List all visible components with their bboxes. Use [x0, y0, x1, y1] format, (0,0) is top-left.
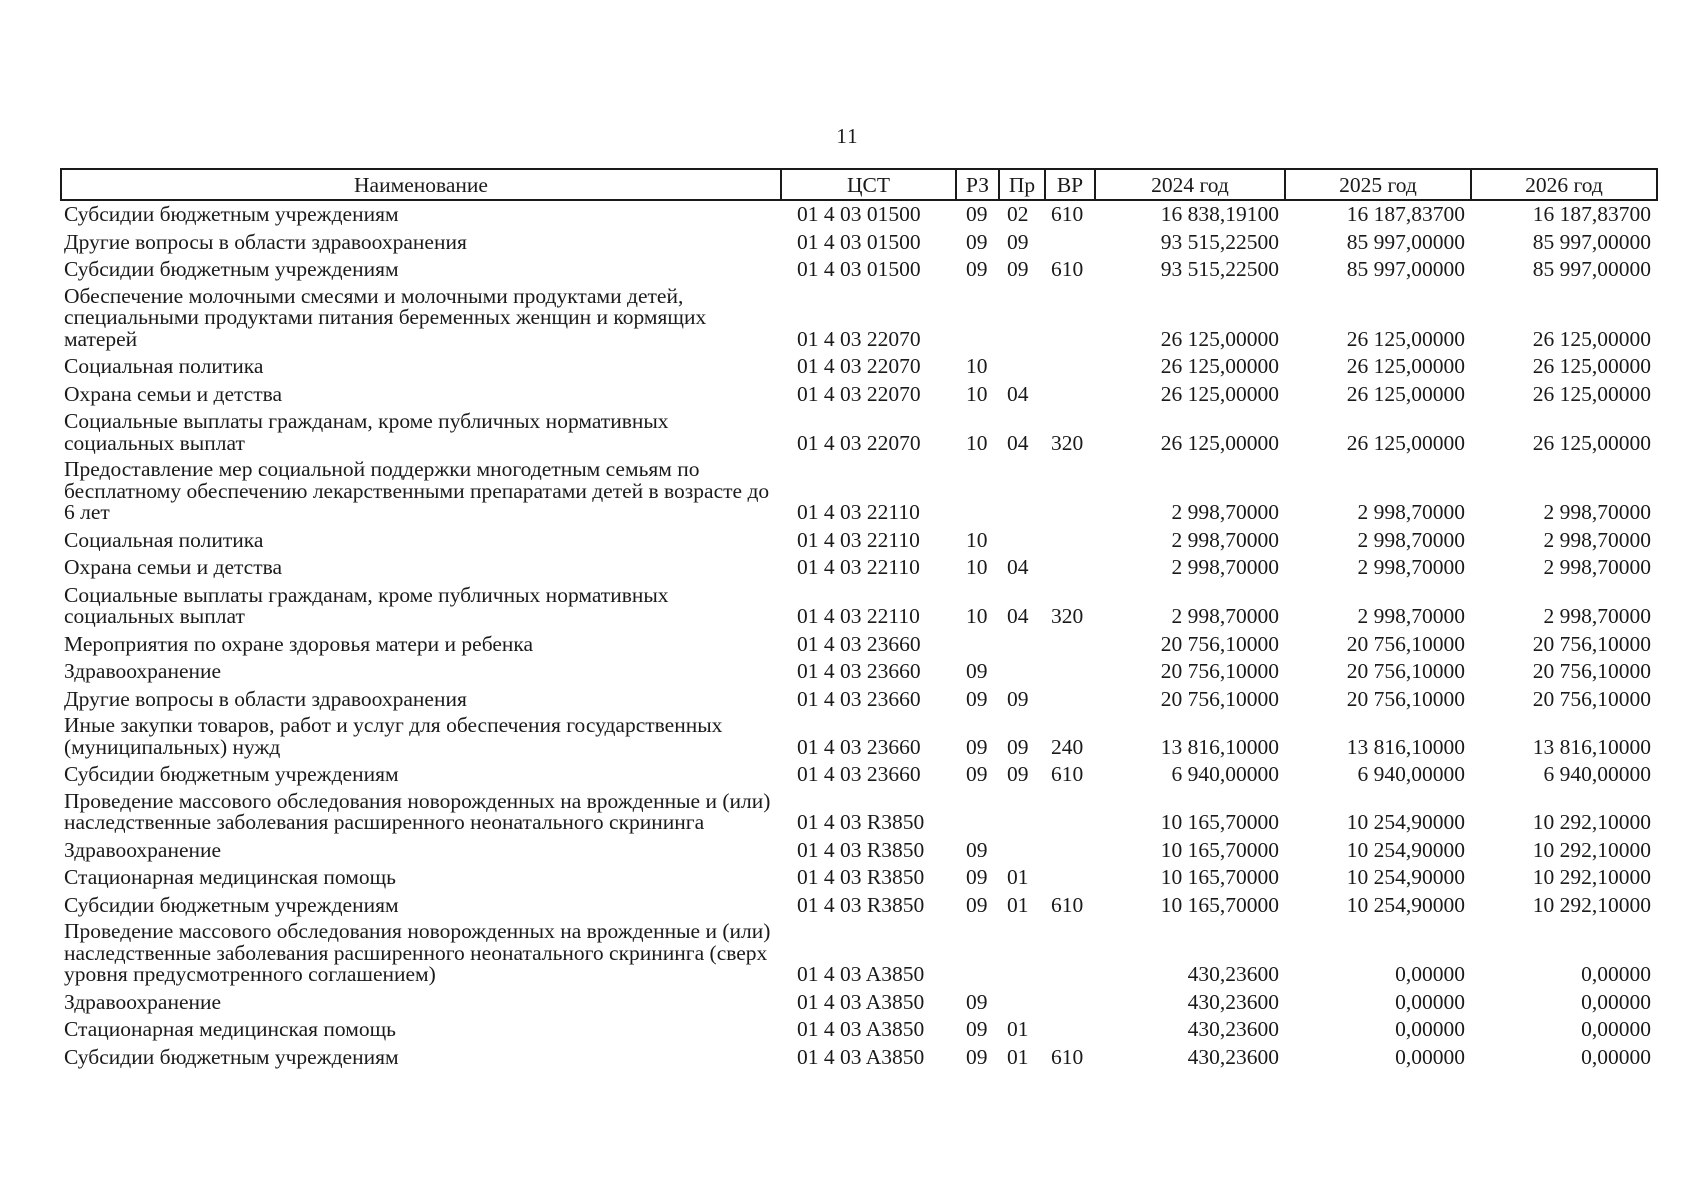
cell-vr	[1045, 381, 1095, 409]
cell-2024: 2 998,70000	[1171, 555, 1279, 579]
cell-vr: 320	[1051, 604, 1084, 628]
cell-2025: 26 125,00000	[1346, 326, 1465, 351]
cell-2024: 6 940,00000	[1171, 762, 1279, 786]
cell-2024: 26 125,00000	[1160, 381, 1279, 406]
cell-name: Обеспечение молочными смесями и молочными продуктами детей, специальными продуктами питания беременных женщин и кормящих матерей	[64, 283, 707, 351]
cell-2026: 0,00000	[1581, 1017, 1651, 1041]
cell-2025: 2 998,70000	[1357, 500, 1465, 524]
table-row	[61, 713, 1657, 761]
cell-pr: 09	[1007, 686, 1029, 711]
cell-2024: 430,23600	[1187, 989, 1279, 1014]
cell-2025: 0,00000	[1395, 989, 1465, 1014]
cell-rz: 10	[966, 555, 988, 579]
cell-vr	[1045, 789, 1095, 837]
cell-2024: 10 165,70000	[1160, 892, 1279, 917]
table-row	[61, 527, 1657, 555]
cell-cst: 01 4 03 23660	[797, 762, 921, 786]
cell-name: Другие вопросы в области здравоохранения	[64, 229, 467, 254]
cell-name: Социальная политика	[64, 527, 264, 552]
table-row	[61, 864, 1657, 892]
cell-name: Субсидии бюджетным учреждениям	[64, 892, 399, 917]
cell-name: Социальные выплаты гражданам, кроме публичных нормативных социальных выплат	[64, 409, 669, 455]
cell-2026: 20 756,10000	[1532, 686, 1651, 711]
cell-pr	[999, 658, 1045, 686]
cell-pr: 02	[1007, 202, 1029, 226]
cell-vr: 320	[1051, 430, 1084, 455]
cell-pr: 04	[1007, 555, 1029, 579]
cell-vr	[1045, 554, 1095, 582]
cell-name: Здравоохранение	[64, 659, 222, 683]
table-header	[61, 169, 1657, 200]
cell-cst: 01 4 03 R3850	[797, 865, 925, 889]
cell-cst: 01 4 03 23660	[797, 659, 921, 683]
cell-2024: 20 756,10000	[1160, 659, 1279, 683]
cell-2024: 13 816,10000	[1160, 734, 1279, 759]
cell-pr: 09	[1007, 229, 1029, 254]
header-cst: ЦСТ	[781, 169, 956, 200]
cell-pr	[999, 353, 1045, 381]
cell-2026: 0,00000	[1581, 989, 1651, 1014]
table-row	[61, 457, 1657, 527]
page-number: 11	[836, 124, 859, 148]
cell-2024: 26 125,00000	[1160, 354, 1279, 378]
cell-pr: 04	[1007, 381, 1029, 406]
table-row	[61, 229, 1657, 257]
table-row	[61, 631, 1657, 659]
cell-vr	[1045, 353, 1095, 381]
table-row	[61, 892, 1657, 920]
cell-vr	[1045, 229, 1095, 257]
table-row	[61, 582, 1657, 631]
cell-2026: 26 125,00000	[1532, 354, 1651, 378]
cell-2024: 26 125,00000	[1160, 326, 1279, 351]
cell-2025: 20 756,10000	[1346, 631, 1465, 656]
cell-vr: 610	[1051, 892, 1084, 917]
cell-vr: 240	[1051, 734, 1084, 759]
table-row	[61, 686, 1657, 714]
cell-rz: 09	[966, 659, 988, 683]
cell-2026: 10 292,10000	[1532, 865, 1651, 889]
cell-name: Стационарная медицинская помощь	[64, 865, 396, 889]
cell-name: Предоставление мер социальной поддержки многодетным семьям по бесплатному обеспечению лекарственными препаратами детей в возрасте до 6 лет	[64, 457, 770, 524]
cell-name: Другие вопросы в области здравоохранения	[64, 686, 467, 711]
cell-rz	[956, 284, 999, 354]
cell-2026: 85 997,00000	[1532, 257, 1651, 281]
table-row	[61, 761, 1657, 789]
cell-rz	[956, 919, 999, 989]
cell-cst: 01 4 03 01500	[797, 257, 921, 281]
cell-2025: 10 254,90000	[1346, 837, 1465, 862]
table-row	[61, 381, 1657, 409]
cell-2026: 0,00000	[1581, 962, 1651, 986]
cell-rz: 09	[966, 257, 988, 281]
table-row	[61, 353, 1657, 381]
table-row	[61, 284, 1657, 354]
cell-rz: 09	[966, 865, 988, 889]
cell-pr	[999, 527, 1045, 555]
budget-table	[60, 168, 1658, 1071]
cell-rz: 09	[966, 762, 988, 786]
cell-2026: 16 187,83700	[1532, 202, 1651, 226]
cell-2024: 26 125,00000	[1160, 430, 1279, 455]
cell-name: Субсидии бюджетным учреждениям	[64, 762, 399, 786]
cell-vr	[1045, 919, 1095, 989]
cell-name: Субсидии бюджетным учреждениям	[64, 257, 399, 281]
cell-2026: 10 292,10000	[1532, 810, 1651, 834]
cell-name: Охрана семьи и детства	[64, 381, 283, 406]
cell-pr: 01	[1007, 865, 1029, 889]
cell-name: Проведение массового обследования новорожденных на врожденные и (или) наследственные заболевания расширенного неонатального скрининга	[64, 788, 771, 834]
header-2026: 2026 год	[1471, 169, 1657, 200]
cell-vr	[1045, 457, 1095, 527]
cell-2024: 2 998,70000	[1171, 500, 1279, 524]
cell-2024: 20 756,10000	[1160, 631, 1279, 656]
cell-2025: 13 816,10000	[1346, 734, 1465, 759]
table-row	[61, 989, 1657, 1017]
cell-vr	[1045, 1016, 1095, 1044]
cell-2024: 93 515,22500	[1160, 229, 1279, 254]
cell-cst: 01 4 03 23660	[797, 734, 921, 759]
cell-vr: 610	[1051, 257, 1084, 281]
cell-rz	[956, 631, 999, 659]
cell-pr: 01	[1007, 892, 1029, 917]
cell-rz: 09	[966, 837, 988, 862]
cell-2025: 10 254,90000	[1346, 810, 1465, 834]
cell-2026: 2 998,70000	[1543, 527, 1651, 552]
table-row	[61, 658, 1657, 686]
cell-2025: 20 756,10000	[1346, 686, 1465, 711]
cell-rz: 09	[966, 892, 988, 917]
cell-rz: 09	[966, 1044, 988, 1069]
cell-vr	[1045, 686, 1095, 714]
cell-rz	[956, 457, 999, 527]
cell-2025: 20 756,10000	[1346, 659, 1465, 683]
cell-vr	[1045, 527, 1095, 555]
cell-2026: 20 756,10000	[1532, 659, 1651, 683]
cell-rz: 09	[966, 202, 988, 226]
cell-cst: 01 4 03 22070	[797, 326, 921, 351]
header-2024: 2024 год	[1095, 169, 1285, 200]
cell-name: Субсидии бюджетным учреждениям	[64, 1044, 399, 1069]
cell-name: Проведение массового обследования новорожденных на врожденные и (или) наследственные заболевания расширенного неонатального скрининга (сверх уровня предусмотренного соглашением)	[64, 919, 771, 986]
cell-cst: 01 4 03 22110	[797, 527, 920, 552]
cell-2025: 2 998,70000	[1357, 604, 1465, 628]
table-row	[61, 200, 1657, 229]
cell-cst: 01 4 03 01500	[797, 202, 921, 226]
cell-rz	[956, 789, 999, 837]
cell-name: Стационарная медицинская помощь	[64, 1017, 396, 1041]
cell-rz: 10	[966, 430, 988, 455]
cell-pr	[999, 919, 1045, 989]
table-body	[61, 200, 1657, 1071]
cell-2025: 10 254,90000	[1346, 892, 1465, 917]
cell-vr	[1045, 284, 1095, 354]
cell-2024: 430,23600	[1187, 962, 1279, 986]
table-row	[61, 789, 1657, 837]
cell-2024: 2 998,70000	[1171, 604, 1279, 628]
cell-vr	[1045, 631, 1095, 659]
table-row	[61, 1044, 1657, 1072]
cell-2024: 430,23600	[1187, 1044, 1279, 1069]
cell-cst: 01 4 03 23660	[797, 631, 921, 656]
cell-pr	[999, 989, 1045, 1017]
cell-2026: 2 998,70000	[1543, 604, 1651, 628]
cell-name: Мероприятия по охране здоровья матери и ребенка	[64, 631, 534, 656]
cell-pr	[999, 284, 1045, 354]
cell-cst: 01 4 03 22070	[797, 381, 921, 406]
cell-2024: 2 998,70000	[1171, 527, 1279, 552]
cell-2024: 10 165,70000	[1160, 810, 1279, 834]
table-row	[61, 1016, 1657, 1044]
cell-2025: 0,00000	[1395, 1044, 1465, 1069]
header-rz: РЗ	[956, 169, 999, 200]
cell-cst: 01 4 03 22070	[797, 354, 921, 378]
cell-2025: 6 940,00000	[1357, 762, 1465, 786]
cell-rz: 10	[966, 354, 988, 378]
cell-cst: 01 4 03 22110	[797, 555, 920, 579]
cell-pr	[999, 457, 1045, 527]
table-row	[61, 256, 1657, 284]
cell-rz: 10	[966, 604, 988, 628]
cell-2025: 2 998,70000	[1357, 555, 1465, 579]
cell-name: Охрана семьи и детства	[64, 555, 283, 579]
cell-pr: 09	[1007, 734, 1029, 759]
cell-name: Здравоохранение	[64, 989, 222, 1014]
cell-rz: 09	[966, 229, 988, 254]
cell-cst: 01 4 03 23660	[797, 686, 921, 711]
table-row	[61, 837, 1657, 865]
cell-cst: 01 4 03 R3850	[797, 837, 925, 862]
header-row	[61, 169, 1657, 200]
cell-pr	[999, 837, 1045, 865]
cell-2026: 2 998,70000	[1543, 500, 1651, 524]
cell-cst: 01 4 03 A3850	[797, 989, 925, 1014]
cell-vr	[1045, 658, 1095, 686]
cell-2026: 20 756,10000	[1532, 631, 1651, 656]
cell-pr: 04	[1007, 604, 1029, 628]
cell-vr	[1045, 989, 1095, 1017]
cell-name: Здравоохранение	[64, 837, 222, 862]
cell-rz: 09	[966, 686, 988, 711]
header-name: Наименование	[61, 169, 781, 200]
cell-vr: 610	[1051, 762, 1084, 786]
header-2025: 2025 год	[1285, 169, 1471, 200]
cell-vr: 610	[1051, 202, 1084, 226]
cell-pr	[999, 789, 1045, 837]
cell-2024: 93 515,22500	[1160, 257, 1279, 281]
cell-2026: 26 125,00000	[1532, 381, 1651, 406]
cell-2025: 26 125,00000	[1346, 381, 1465, 406]
cell-cst: 01 4 03 R3850	[797, 892, 925, 917]
cell-2024: 16 838,19100	[1160, 202, 1279, 226]
cell-rz: 09	[966, 734, 988, 759]
cell-vr	[1045, 864, 1095, 892]
cell-2026: 13 816,10000	[1532, 734, 1651, 759]
cell-2025: 26 125,00000	[1346, 354, 1465, 378]
cell-rz: 10	[966, 381, 988, 406]
cell-rz: 09	[966, 989, 988, 1014]
cell-2026: 0,00000	[1581, 1044, 1651, 1069]
cell-2026: 10 292,10000	[1532, 892, 1651, 917]
header-vr: ВР	[1045, 169, 1095, 200]
cell-2024: 10 165,70000	[1160, 837, 1279, 862]
cell-rz: 10	[966, 527, 988, 552]
cell-2025: 85 997,00000	[1346, 229, 1465, 254]
cell-name: Субсидии бюджетным учреждениям	[64, 202, 399, 226]
cell-pr	[999, 631, 1045, 659]
cell-pr: 04	[1007, 430, 1029, 455]
cell-pr: 01	[1007, 1017, 1029, 1041]
cell-2025: 10 254,90000	[1346, 865, 1465, 889]
cell-2026: 6 940,00000	[1543, 762, 1651, 786]
cell-2024: 10 165,70000	[1160, 865, 1279, 889]
cell-rz: 09	[966, 1017, 988, 1041]
table-row	[61, 554, 1657, 582]
cell-pr: 09	[1007, 762, 1029, 786]
cell-vr: 610	[1051, 1044, 1084, 1069]
cell-2026: 85 997,00000	[1532, 229, 1651, 254]
cell-2025: 85 997,00000	[1346, 257, 1465, 281]
cell-2026: 26 125,00000	[1532, 430, 1651, 455]
cell-cst: 01 4 03 A3850	[797, 1044, 925, 1069]
cell-2025: 0,00000	[1395, 962, 1465, 986]
table-row	[61, 408, 1657, 457]
cell-cst: 01 4 03 R3850	[797, 810, 925, 834]
cell-name: Социальные выплаты гражданам, кроме публичных нормативных социальных выплат	[64, 582, 669, 628]
cell-cst: 01 4 03 01500	[797, 229, 921, 254]
cell-pr: 09	[1007, 257, 1029, 281]
header-pr: Пр	[999, 169, 1045, 200]
table-row	[61, 919, 1657, 989]
cell-cst: 01 4 03 A3850	[797, 962, 925, 986]
cell-2026: 10 292,10000	[1532, 837, 1651, 862]
cell-pr: 01	[1007, 1044, 1029, 1069]
cell-2026: 2 998,70000	[1543, 555, 1651, 579]
cell-2026: 26 125,00000	[1532, 326, 1651, 351]
cell-2025: 2 998,70000	[1357, 527, 1465, 552]
cell-cst: 01 4 03 A3850	[797, 1017, 925, 1041]
cell-cst: 01 4 03 22070	[797, 430, 921, 455]
cell-name: Социальная политика	[64, 354, 264, 378]
cell-name: Иные закупки товаров, работ и услуг для обеспечения государственных (муниципальных) нужд	[64, 713, 723, 759]
cell-2025: 26 125,00000	[1346, 430, 1465, 455]
cell-cst: 01 4 03 22110	[797, 500, 920, 524]
cell-vr	[1045, 837, 1095, 865]
cell-cst: 01 4 03 22110	[797, 604, 920, 628]
cell-2025: 0,00000	[1395, 1017, 1465, 1041]
cell-2025: 16 187,83700	[1346, 202, 1465, 226]
cell-2024: 20 756,10000	[1160, 686, 1279, 711]
cell-2024: 430,23600	[1187, 1017, 1279, 1041]
